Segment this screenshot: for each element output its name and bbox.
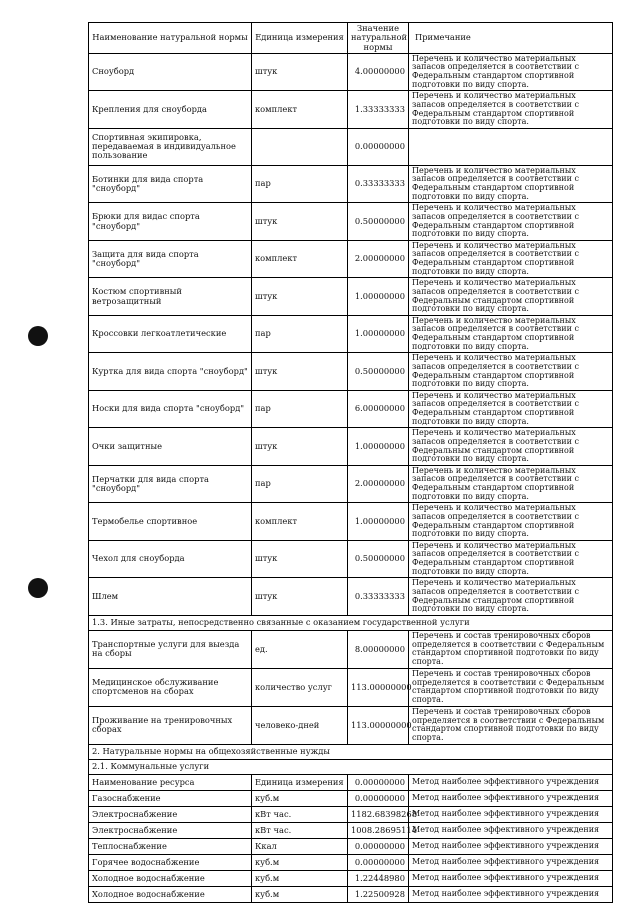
row-unit: пар [252, 465, 348, 503]
section-2-1-heading [89, 759, 613, 774]
row-note: Перечень и количество материальных запасов определяется в соответствии с Федеральным стандартом спортивной подготовки по виду спорта. [409, 353, 613, 391]
row-name: Проживание на тренировочных сборах [89, 706, 252, 744]
row-unit: кВт час. [252, 822, 348, 838]
row-unit: Ккал [252, 838, 348, 854]
row-name: Костюм спортивный ветрозащитный [89, 278, 252, 316]
equipment-row [89, 540, 613, 578]
row-note: Перечень и состав тренировочных сборов определяется в соответствии с Федеральным стандартом спортивной подготовки по виду спорта. [409, 668, 613, 706]
norms-table [88, 22, 613, 903]
row-value: 2.00000000 [348, 465, 409, 503]
row-note: Метод наиболее эффективного учреждения [409, 886, 613, 902]
row-note: Метод наиболее эффективного учреждения [409, 838, 613, 854]
row-name: Сноуборд [89, 53, 252, 91]
row-value: 1008.28695114 [348, 822, 409, 838]
equipment-row [89, 353, 613, 391]
row-name: Куртка для вида спорта "сноуборд" [89, 353, 252, 391]
row-value: 0.00000000 [348, 128, 409, 165]
row-value: 0.33333333 [348, 578, 409, 616]
equipment-row [89, 165, 613, 203]
row-note: Метод наиболее эффективного учреждения [409, 806, 613, 822]
equipment-row [89, 278, 613, 316]
row-unit: количество услуг [252, 668, 348, 706]
row-value: 113.00000000 [348, 706, 409, 744]
row-name: Медицинское обслуживание спортсменов на сборах [89, 668, 252, 706]
row-note: Перечень и количество материальных запасов определяется в соответствии с Федеральным стандартом спортивной подготовки по виду спорта. [409, 390, 613, 428]
utility-row [89, 806, 613, 822]
row-name: Чехол для сноуборда [89, 540, 252, 578]
row-note: Перечень и количество материальных запасов определяется в соответствии с Федеральным стандартом спортивной подготовки по виду спорта. [409, 503, 613, 541]
row-name: Холодное водоснабжение [89, 886, 252, 902]
row-note: Перечень и количество материальных запасов определяется в соответствии с Федеральным стандартом спортивной подготовки по виду спорта. [409, 203, 613, 241]
row-name: Спортивная экипировка, передаваемая в индивидуальное пользование [89, 128, 252, 165]
row-name: Защита для вида спорта "сноуборд" [89, 240, 252, 278]
row-value: 4.00000000 [348, 53, 409, 91]
row-unit: штук [252, 540, 348, 578]
section-1-3-heading [89, 615, 613, 630]
utility-row [89, 790, 613, 806]
row-name: Очки защитные [89, 428, 252, 466]
row-value: 0.00000000 [348, 838, 409, 854]
row-note: Перечень и количество материальных запасов определяется в соответствии с Федеральным стандартом спортивной подготовки по виду спорта. [409, 278, 613, 316]
row-value: 2.00000000 [348, 240, 409, 278]
row-unit: пар [252, 315, 348, 353]
equipment-row [89, 428, 613, 466]
section-2-heading [89, 744, 613, 759]
row-name: Носки для вида спорта "сноуборд" [89, 390, 252, 428]
row-unit: кВт час. [252, 806, 348, 822]
equipment-row [89, 465, 613, 503]
row-note: Перечень и состав тренировочных сборов определяется в соответствии с Федеральным стандартом спортивной подготовки по виду спорта. [409, 706, 613, 744]
row-name: Термобелье спортивное [89, 503, 252, 541]
row-value: 1.00000000 [348, 503, 409, 541]
row-unit: штук [252, 428, 348, 466]
binder-hole-bottom [28, 578, 48, 598]
row-value: 0.50000000 [348, 353, 409, 391]
row-unit: комплект [252, 91, 348, 129]
equipment-row [89, 128, 613, 165]
row-unit: Единица измерения [252, 774, 348, 790]
row-unit: комплект [252, 240, 348, 278]
header-unit: Единица измерения [252, 23, 348, 54]
row-note: Перечень и количество материальных запасов определяется в соответствии с Федеральным стандартом спортивной подготовки по виду спорта. [409, 53, 613, 91]
service-row [89, 630, 613, 668]
row-note: Перечень и количество материальных запасов определяется в соответствии с Федеральным стандартом спортивной подготовки по виду спорта. [409, 428, 613, 466]
header-value: Значение натуральной нормы [348, 23, 409, 54]
row-unit: ед. [252, 630, 348, 668]
row-unit [252, 128, 348, 165]
service-row [89, 668, 613, 706]
row-name: Электроснабжение [89, 822, 252, 838]
row-name: Ботинки для вида спорта "сноуборд" [89, 165, 252, 203]
header-note: Примечание [409, 23, 613, 54]
row-value: 0.50000000 [348, 203, 409, 241]
row-value: 1.00000000 [348, 315, 409, 353]
equipment-row [89, 315, 613, 353]
equipment-row [89, 91, 613, 129]
row-note: Перечень и количество материальных запасов определяется в соответствии с Федеральным стандартом спортивной подготовки по виду спорта. [409, 540, 613, 578]
row-value: 1.00000000 [348, 428, 409, 466]
row-note: Перечень и количество материальных запасов определяется в соответствии с Федеральным стандартом спортивной подготовки по виду спорта. [409, 578, 613, 616]
equipment-row [89, 390, 613, 428]
utility-row [89, 886, 613, 902]
row-name: Транспортные услуги для выезда на сборы [89, 630, 252, 668]
row-unit: человеко-дней [252, 706, 348, 744]
row-value: 1182.68398268 [348, 806, 409, 822]
row-note: Перечень и количество материальных запасов определяется в соответствии с Федеральным стандартом спортивной подготовки по виду спорта. [409, 240, 613, 278]
row-name: Газоснабжение [89, 790, 252, 806]
row-name: Крепления для сноуборда [89, 91, 252, 129]
row-name: Кроссовки легкоатлетические [89, 315, 252, 353]
row-unit: комплект [252, 503, 348, 541]
table-header-row [89, 23, 613, 54]
row-unit: штук [252, 353, 348, 391]
row-note: Метод наиболее эффективного учреждения [409, 790, 613, 806]
row-note: Перечень и количество материальных запасов определяется в соответствии с Федеральным стандартом спортивной подготовки по виду спорта. [409, 165, 613, 203]
row-unit: куб.м [252, 886, 348, 902]
utility-row [89, 870, 613, 886]
row-unit: куб.м [252, 854, 348, 870]
row-unit: куб.м [252, 790, 348, 806]
row-note [409, 128, 613, 165]
row-name: Перчатки для вида спорта "сноуборд" [89, 465, 252, 503]
row-value: 113.00000000 [348, 668, 409, 706]
utility-row [89, 822, 613, 838]
row-unit: штук [252, 203, 348, 241]
service-row [89, 706, 613, 744]
row-note: Метод наиболее эффективного учреждения [409, 854, 613, 870]
row-unit: штук [252, 578, 348, 616]
row-name: Электроснабжение [89, 806, 252, 822]
utility-row [89, 774, 613, 790]
row-value: 0.00000000 [348, 854, 409, 870]
row-name: Наименование ресурса [89, 774, 252, 790]
row-name: Шлем [89, 578, 252, 616]
utility-row [89, 838, 613, 854]
row-value: 0.00000000 [348, 774, 409, 790]
binder-hole-top [28, 326, 48, 346]
section-2-1-heading-label: 2.1. Коммунальные услуги [89, 759, 613, 774]
row-value: 8.00000000 [348, 630, 409, 668]
row-name: Горячее водоснабжение [89, 854, 252, 870]
equipment-row [89, 53, 613, 91]
row-note: Перечень и количество материальных запасов определяется в соответствии с Федеральным стандартом спортивной подготовки по виду спорта. [409, 465, 613, 503]
header-name: Наименование натуральной нормы [89, 23, 252, 54]
row-value: 1.00000000 [348, 278, 409, 316]
row-value: 0.00000000 [348, 790, 409, 806]
row-unit: штук [252, 53, 348, 91]
section-1-3-heading-label: 1.3. Иные затраты, непосредственно связанные с оказанием государственной услуги [89, 615, 613, 630]
row-unit: куб.м [252, 870, 348, 886]
row-note: Метод наиболее эффективного учреждения [409, 870, 613, 886]
section-2-heading-label: 2. Натуральные нормы на общехозяйственные нужды [89, 744, 613, 759]
row-note: Перечень и состав тренировочных сборов определяется в соответствии с Федеральным стандартом спортивной подготовки по виду спорта. [409, 630, 613, 668]
row-value: 1.22448980 [348, 870, 409, 886]
row-name: Холодное водоснабжение [89, 870, 252, 886]
row-value: 1.33333333 [348, 91, 409, 129]
row-value: 1.22500928 [348, 886, 409, 902]
equipment-row [89, 578, 613, 616]
row-value: 6.00000000 [348, 390, 409, 428]
row-note: Перечень и количество материальных запасов определяется в соответствии с Федеральным стандартом спортивной подготовки по виду спорта. [409, 315, 613, 353]
row-unit: пар [252, 165, 348, 203]
equipment-row [89, 240, 613, 278]
row-name: Теплоснабжение [89, 838, 252, 854]
row-value: 0.33333333 [348, 165, 409, 203]
equipment-row [89, 203, 613, 241]
row-unit: штук [252, 278, 348, 316]
utility-row [89, 854, 613, 870]
row-note: Метод наиболее эффективного учреждения [409, 774, 613, 790]
row-value: 0.50000000 [348, 540, 409, 578]
row-name: Брюки для видас спорта "сноуборд" [89, 203, 252, 241]
row-unit: пар [252, 390, 348, 428]
row-note: Перечень и количество материальных запасов определяется в соответствии с Федеральным стандартом спортивной подготовки по виду спорта. [409, 91, 613, 129]
row-note: Метод наиболее эффективного учреждения [409, 822, 613, 838]
equipment-row [89, 503, 613, 541]
